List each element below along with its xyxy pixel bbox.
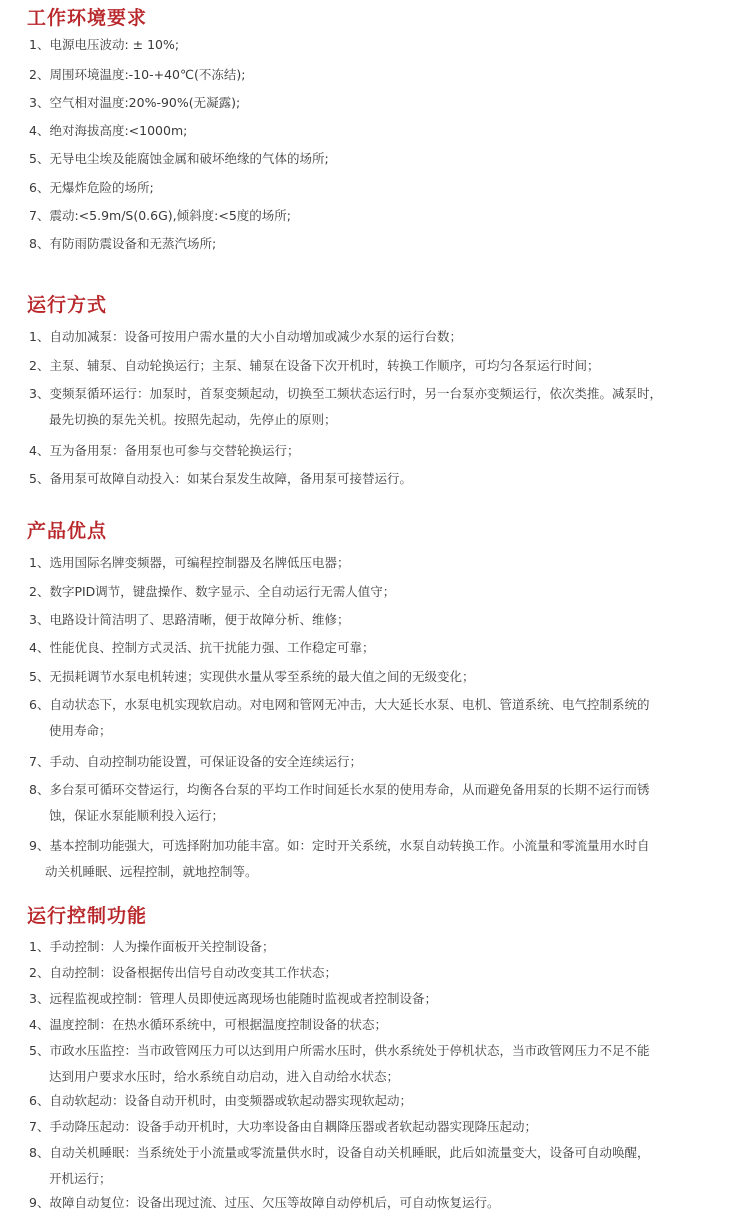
list-item: [29, 692, 739, 744]
list-item-continuation: 动关机睡眠、远程控制，就地控制等。: [45, 864, 258, 879]
list-item: 6、无爆炸危险的场所;: [29, 180, 154, 195]
list-item: 2、自动控制：设备根据传出信号自动改变其工作状态；: [29, 965, 337, 980]
list-item-continuation: 使用寿命；: [49, 723, 112, 738]
list-item-line: 3、变频泵循环运行：加泵时，首泵变频起动，切换至工频状态运行时，另一台泵亦变频运行，依次类推。减泵时，: [29, 386, 662, 401]
list-item: 3、空气相对温度:20%-90%(无凝露);: [29, 95, 241, 110]
list-item: 4、性能优良、控制方式灵活、抗干扰能力强、工作稳定可靠；: [29, 640, 375, 655]
section-title: 工作环境要求: [27, 7, 148, 29]
list-item-continuation: 开机运行；: [49, 1171, 112, 1186]
list-item: 5、备用泵可故障自动投入：如某台泵发生故障，备用泵可接替运行。: [29, 471, 412, 486]
list-item-line: 9、基本控制功能强大，可选择附加功能丰富。如：定时开关系统，水泵自动转换工作。小流量和零流量用水时自: [29, 838, 650, 853]
section-title: 运行方式: [27, 294, 108, 316]
list-item: 3、远程监视或控制：管理人员即使远离现场也能随时监视或者控制设备；: [29, 991, 437, 1006]
list-item: 1、选用国际名牌变频器，可编程控制器及名牌低压电器；: [29, 555, 350, 570]
list-item: 3、电路设计简洁明了、思路清晰，便于故障分析、维修；: [29, 612, 350, 627]
list-item: 6、自动软起动：设备自动开机时，由变频器或软起动器实现软起动；: [29, 1093, 412, 1108]
list-item: 1、手动控制：人为操作面板开关控制设备；: [29, 939, 275, 954]
list-item: 5、无导电尘埃及能腐蚀金属和破坏绝缘的气体的场所;: [29, 151, 329, 166]
list-item-continuation: 最先切换的泵先关机。按照先起动，先停止的原则；: [49, 412, 337, 427]
list-item: 8、有防雨防震设备和无蒸汽场所;: [29, 236, 217, 251]
list-item-line: 6、自动状态下，水泵电机实现软启动。对电网和管网无冲击，大大延长水泵、电机、管道系统、电气控制系统的: [29, 697, 650, 712]
list-item: 2、主泵、辅泵、自动轮换运行；主泵、辅泵在设备下次开机时，转换工作顺序，可均匀各泵运行时间；: [29, 358, 600, 373]
list-item: [29, 777, 739, 829]
list-item: 4、温度控制：在热水循环系统中，可根据温度控制设备的状态；: [29, 1017, 387, 1032]
list-item: 2、周围环境温度:-10-+40℃(不冻结);: [29, 67, 246, 82]
list-item: 1、电源电压波动: ± 10%;: [29, 37, 180, 52]
list-item: 1、自动加减泵：设备可按用户需水量的大小自动增加或减少水泵的运行台数；: [29, 329, 462, 344]
list-item: 2、数字PID调节，键盘操作、数字显示、全自动运行无需人值守；: [29, 584, 396, 599]
list-item-continuation: 蚀，保证水泵能顺利投入运行；: [49, 808, 225, 823]
list-item: [29, 1038, 739, 1090]
list-item: [29, 1140, 739, 1192]
list-item: 4、互为备用泵：备用泵也可参与交替轮换运行；: [29, 443, 300, 458]
list-item: 4、绝对海拔高度:<1000m;: [29, 123, 188, 138]
section-title: 产品优点: [27, 520, 108, 542]
list-item: [29, 381, 739, 433]
list-item: 7、手动降压起动：设备手动开机时，大功率设备由自耦降压器或者软起动器实现降压起动；: [29, 1119, 537, 1134]
list-item-line: 5、市政水压监控：当市政管网压力可以达到用户所需水压时，供水系统处于停机状态，当市政管网压力不足不能: [29, 1043, 650, 1058]
list-item-continuation: 达到用户要求水压时，给水系统自动启动，进入自动给水状态；: [49, 1069, 400, 1084]
list-item: 5、无损耗调节水泵电机转速；实现供水量从零至系统的最大值之间的无级变化；: [29, 669, 475, 684]
list-item: 7、手动、自动控制功能设置，可保证设备的安全连续运行；: [29, 754, 362, 769]
list-item-line: 8、自动关机睡眠：当系统处于小流量或零流量供水时，设备自动关机睡眠，此后如流量变大，设备可自动唤醒，: [29, 1145, 650, 1160]
list-item: 7、震动:<5.9m/S(0.6G),倾斜度:<5度的场所;: [29, 208, 291, 223]
list-item: [29, 833, 739, 885]
list-item-line: 8、多台泵可循环交替运行，均衡各台泵的平均工作时间延长水泵的使用寿命，从而避免备用泵的长期不运行而锈: [29, 782, 650, 797]
section-title: 运行控制功能: [27, 905, 148, 927]
list-item: 9、故障自动复位：设备出现过流、过压、欠压等故障自动停机后，可自动恢复运行。: [29, 1195, 500, 1210]
